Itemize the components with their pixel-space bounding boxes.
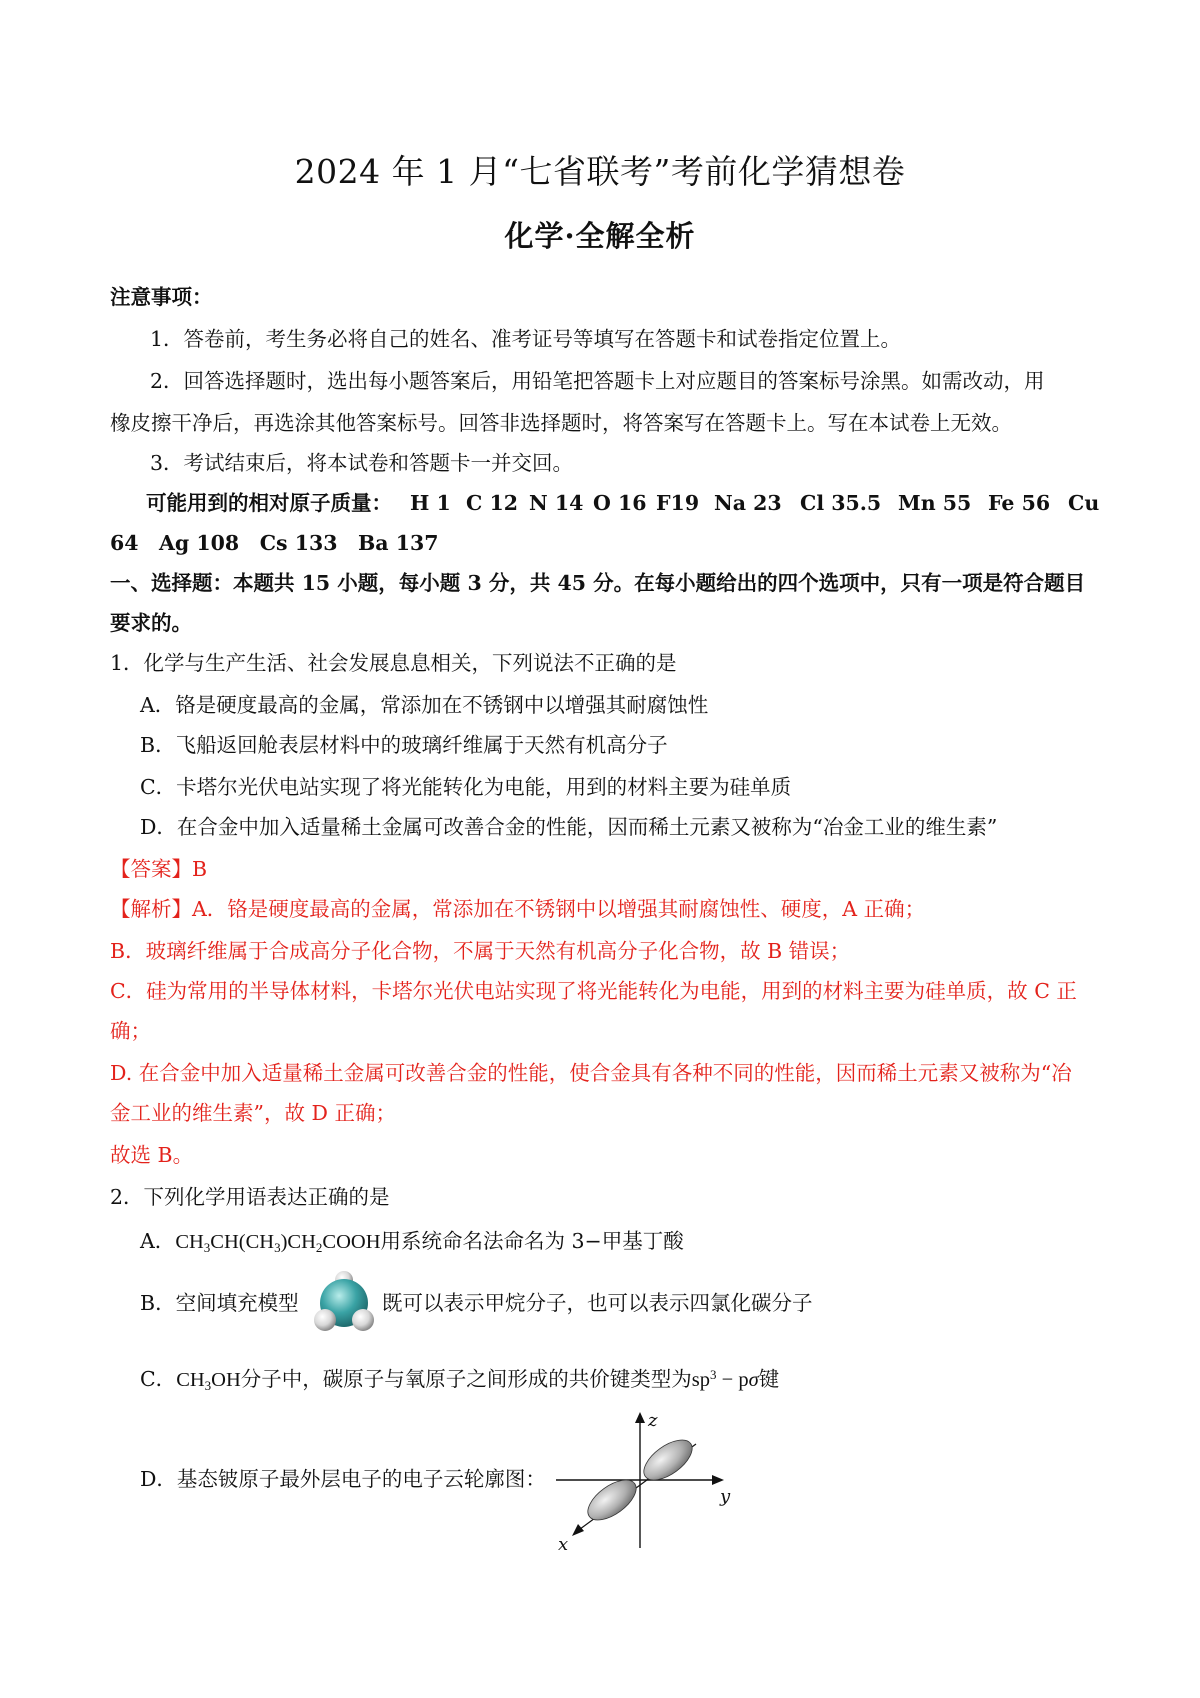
notice-item-3: 3．考试结束后，将本试卷和答题卡一并交回。 (150, 451, 574, 475)
q2-option-a (140, 1228, 684, 1255)
axis-label-y: y (720, 1486, 731, 1507)
q1-option-c: C．卡塔尔光伏电站实现了将光能转化为电能，用到的材料主要为硅单质 (140, 775, 792, 799)
q1-stem: 1．化学与生产生活、社会发展息息相关，下列说法不正确的是 (110, 651, 677, 675)
q1-option-d: D．在合金中加入适量稀土金属可改善合金的性能，因而稀土元素又被称为“冶金工业的维生素” (140, 815, 998, 839)
atomic-mass-item: N 14 (529, 491, 584, 515)
formula: $CH_3CH(CH_3)CH_2COOH$ (175, 1231, 381, 1255)
q1-option-b: B．飞船返回舱表层材料中的玻璃纤维属于天然有机高分子 (140, 733, 668, 757)
atomic-mass-label: 可能用到的相对原子质量： (146, 491, 392, 515)
q2-option-a-text: 用系统命名法命名为 3−甲基丁酸 (380, 1229, 684, 1253)
section-heading: 一、选择题：本题共 15 小题，每小题 3 分，共 45 分。在每小题给出的四个选项中，只有一项是符合题目 (110, 571, 1086, 595)
q1-analysis-line: 确； (110, 1019, 151, 1043)
atomic-mass-item: Na 23 (714, 491, 782, 515)
q1-analysis-line: 金工业的维生素”，故 D 正确； (110, 1101, 396, 1125)
q1-analysis-line: C．硅为常用的半导体材料，卡塔尔光伏电站实现了将光能转化为电能，用到的材料主要为硅单质，故 C 正 (110, 979, 1077, 1003)
q1-analysis-line: B．玻璃纤维属于合成高分子化合物，不属于天然有机高分子化合物，故 B 错误； (110, 939, 851, 963)
atomic-mass-item: Cu (1068, 491, 1100, 515)
q2-option-b-prefix: B．空间填充模型 (140, 1291, 299, 1315)
atomic-mass-row (146, 490, 1100, 516)
bond-type: $sp^3 - p\sigma$ (691, 1367, 759, 1391)
q1-option-a: A．铬是硬度最高的金属，常添加在不锈钢中以增强其耐腐蚀性 (140, 693, 709, 717)
atomic-mass-item: H 1 (410, 491, 451, 515)
axis-label-z: z (648, 1410, 658, 1431)
p-orbital-diagram (556, 1410, 736, 1550)
q2-option-c-letter: C． (140, 1367, 177, 1391)
section-heading-cont: 要求的。 (110, 611, 192, 635)
q2-option-b-suffix: 既可以表示甲烷分子，也可以表示四氯化碳分子 (382, 1291, 813, 1315)
notice-item-2: 2．回答选择题时，选出每小题答案后，用铅笔把答题卡上对应题目的答案标号涂黑。如需改动，用 (150, 369, 1045, 393)
atomic-mass-item: C 12 (466, 491, 518, 515)
q1-answer: 【答案】B (110, 857, 208, 881)
notice-item-2-cont: 橡皮擦干净后，再选涂其他答案标号。回答非选择题时，将答案写在答题卡上。写在本试卷上无效。 (110, 411, 1012, 435)
page-title: 2024 年 1 月“七省联考”考前化学猜想卷 (294, 152, 906, 191)
q2-stem: 2．下列化学用语表达正确的是 (110, 1185, 390, 1209)
atomic-mass-line2: 64 Ag 108 Cs 133 Ba 137 (110, 531, 439, 555)
formula: $CH_3OH$ (176, 1369, 241, 1393)
axis-label-x: x (558, 1534, 569, 1550)
atomic-mass-item: O 16 (593, 491, 647, 515)
q2-option-c (140, 1366, 779, 1393)
atomic-mass-item: Cl 35.5 (800, 491, 882, 515)
notice-heading: 注意事项： (110, 285, 213, 309)
q2-option-a-letter: A． (140, 1229, 176, 1253)
space-filling-model-image (308, 1270, 380, 1334)
q2-option-c-end: 键 (758, 1367, 780, 1391)
q1-analysis-line: 故选 B。 (110, 1143, 194, 1167)
q1-analysis-line: 【解析】A．铬是硬度最高的金属，常添加在不锈钢中以增强其耐腐蚀性、硬度，A 正确； (110, 897, 926, 921)
page-subtitle: 化学·全解全析 (504, 219, 696, 253)
q2-option-d: D．基态铍原子最外层电子的电子云轮廓图： (140, 1467, 546, 1491)
q2-option-c-mid: 分子中，碳原子与氧原子之间形成的共价键类型为 (240, 1367, 692, 1391)
atomic-mass-item: Fe 56 (988, 491, 1051, 515)
notice-item-1: 1．答卷前，考生务必将自己的姓名、准考证号等填写在答题卡和试卷指定位置上。 (150, 327, 902, 351)
q1-analysis-line: D. 在合金中加入适量稀土金属可改善合金的性能，使合金具有各种不同的性能，因而稀土元素又被称为“冶 (110, 1061, 1072, 1085)
atomic-mass-item: F19 (656, 491, 700, 515)
atomic-mass-item: Mn 55 (898, 491, 972, 515)
